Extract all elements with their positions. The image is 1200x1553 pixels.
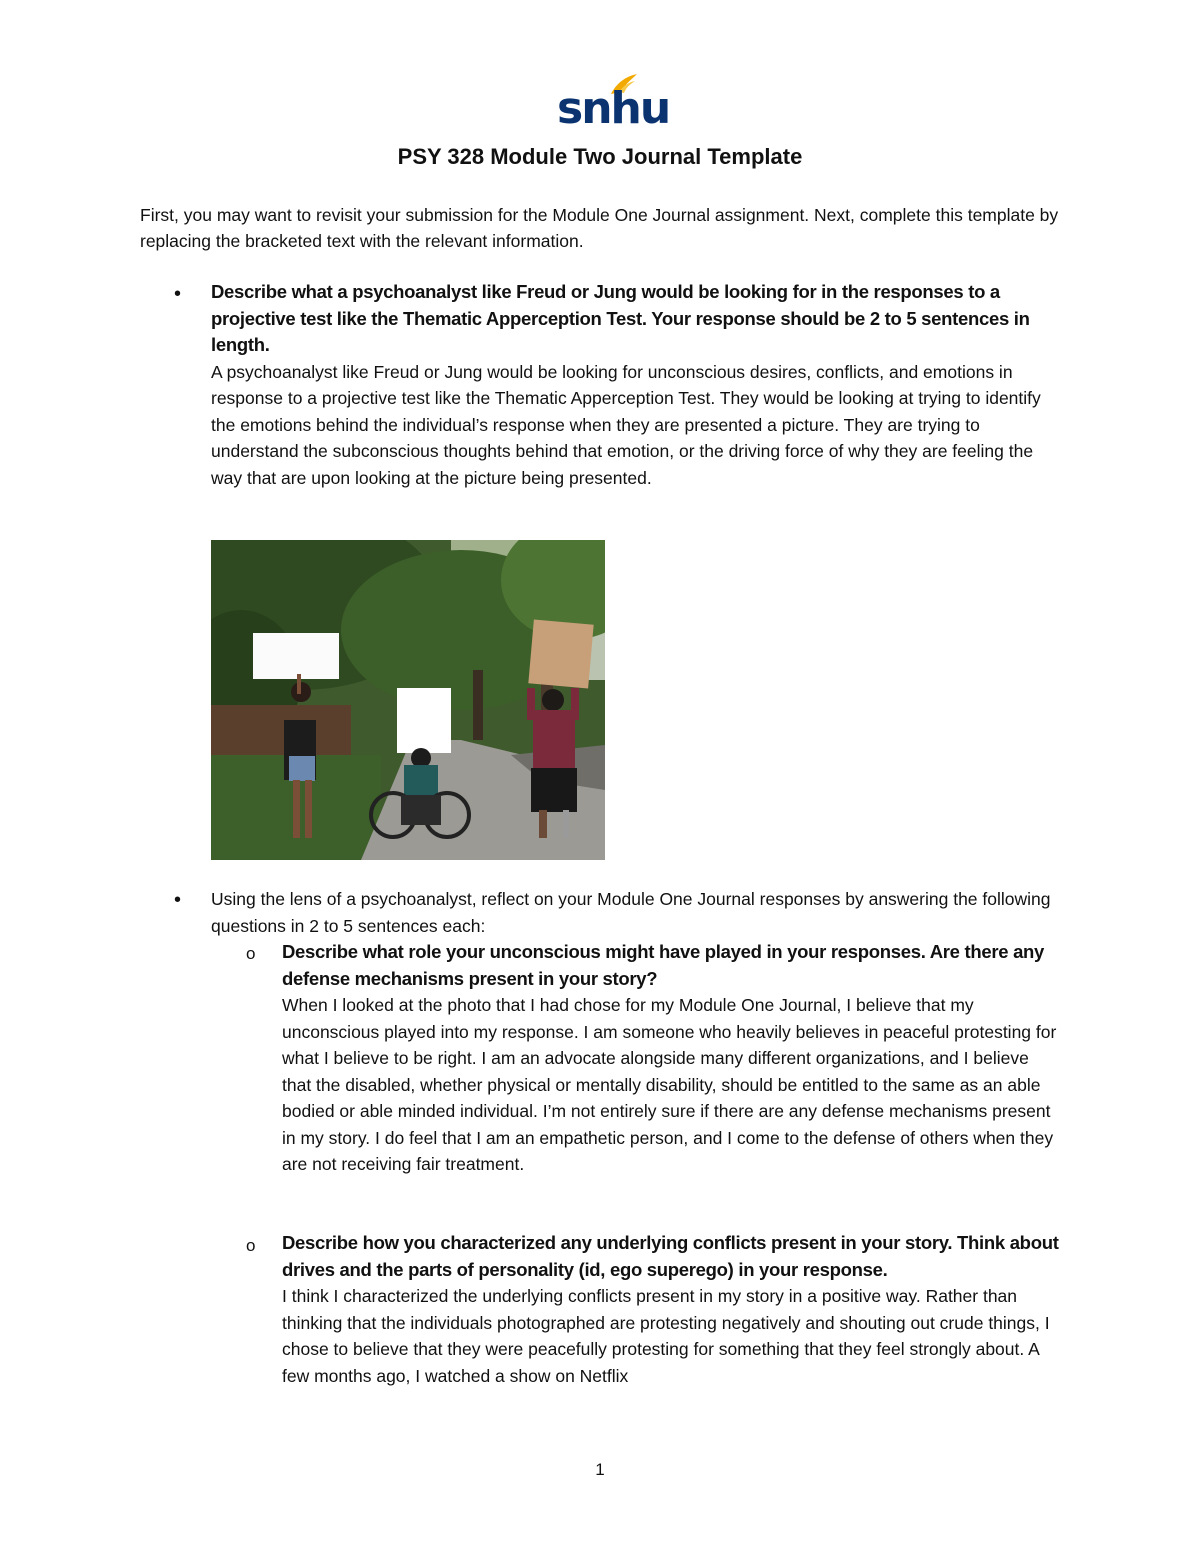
bullet-sub: o — [246, 944, 256, 963]
section-2-sub-1 — [282, 939, 1062, 1178]
snhu-logo — [553, 72, 670, 134]
sub-1-answer: When I looked at the photo that I had chose for my Module One Journal, I believe that my unconscious played into my response. I am someone who heavily believes in peaceful protesting for what I believe to be right. I am an advocate alongside many different organizations, and I believe that the disabled, whether physical or mentally disability, should be entitled to the same as an able bodied or able minded individual. I’m not entirely sure if there are any defense mechanisms present in my story. I do feel that I am an empathetic person, and I come to the defense of others when they are not receiving fair treatment. — [282, 995, 1057, 1174]
section-1-question: Describe what a psychoanalyst like Freud or Jung would be looking for in the responses to a projective test like the Thematic Apperception Test. Your response should be 2 to 5 sentences in length. — [211, 281, 1030, 355]
page-title: PSY 328 Module Two Journal Template — [397, 144, 803, 169]
logo-text: snhu — [557, 83, 670, 134]
sub-2-question: Describe how you characterized any underlying conflicts present in your story. Think about drives and the parts of personality (id, ego superego) in your response. — [282, 1232, 1059, 1280]
section-2-lead: Using the lens of a psychoanalyst, reflect on your Module One Journal responses by answering the following questions in 2 to 5 sentences each: — [211, 889, 1051, 936]
bullet-disc: • — [174, 889, 182, 911]
page-number: 1 — [595, 1460, 605, 1479]
bullet-disc: • — [174, 283, 182, 305]
sub-2-answer: I think I characterized the underlying conflicts present in my story in a positive way. Rather than thinking that the individuals photographed are protesting negatively and shouting out crude things, I chose to believe that they were peacefully protesting for something that they feel strongly about. A few months ago, I watched a show on Netflix — [282, 1286, 1050, 1386]
section-1-answer: A psychoanalyst like Freud or Jung would be looking for unconscious desires, conflicts, and emotions in response to a projective test like the Thematic Apperception Test. They would be looking at trying to identify the emotions behind the individual’s response when they are presented a picture. They are trying to understand the subconscious thoughts behind that emotion, or the driving force of why they are feeling the way that are upon looking at the picture being presented. — [211, 361, 1041, 488]
section-1 — [211, 279, 1061, 491]
protest-photo — [211, 540, 605, 860]
bullet-sub: o — [246, 1236, 256, 1255]
intro-paragraph: First, you may want to revisit your submission for the Module One Journal assignment. Next, complete this template by replacing the bracketed text with the relevant information. — [140, 205, 1059, 251]
protest-photo-image — [211, 540, 605, 860]
sub-1-question: Describe what role your unconscious might have played in your responses. Are there any defense mechanisms present in your story? — [282, 941, 1045, 989]
section-2-sub-2 — [282, 1230, 1062, 1389]
